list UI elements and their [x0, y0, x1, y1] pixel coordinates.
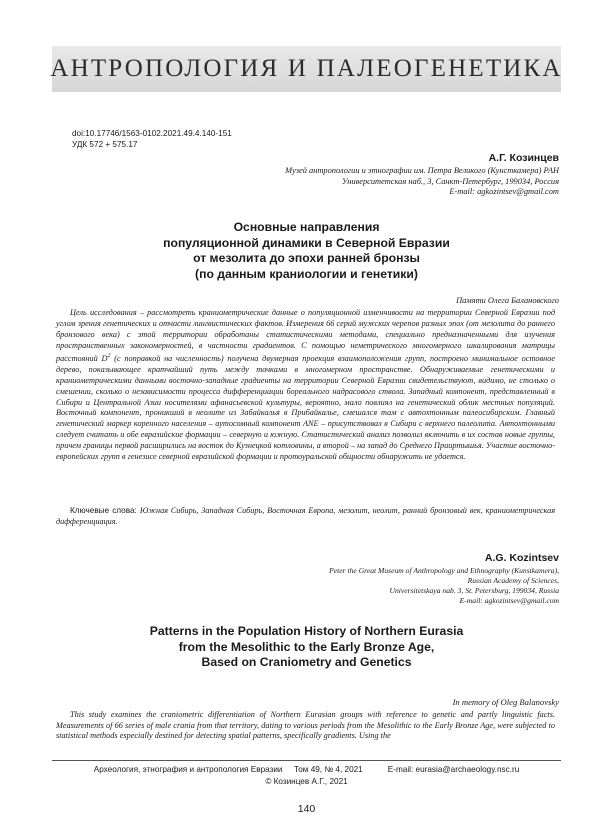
title-line: Based on Craniometry and Genetics [201, 655, 412, 669]
superscript: 2 [107, 353, 111, 360]
title-line: Основные направления [233, 220, 380, 234]
article-title-en [52, 624, 561, 671]
copyright: © Козинцев А.Г., 2021 [265, 777, 348, 786]
abstract-text: Цель исследования – рассмотреть краниометрические данные о популяционной изменчивости на территории Северной Евразии под углом зрения генетических и отчасти лингвистических фактов. Измерения 66 серий мужских черепов разных эпох (от мезолита до раннего бронзового века) с этой территории обработаны статистическими методами, специально предназначенными для изучения пространственных закономерностей, в частности градиентов. С помощью неметрического многомерного шкалирования матрицы расстояний D [56, 308, 555, 364]
article-title-ru [52, 220, 561, 282]
affiliation-line: Peter the Great Museum of Anthropology and Ethnography (Kunstkamera), [329, 566, 559, 575]
abstract-ru [56, 308, 555, 463]
abstract-en: This study examines the craniometric differentiation of Northern Eurasian groups with reference to genetic and partly linguistic facts. Measurements of 66 series of male crania from that territory, dating to various periods from the Mesolithic to the Early Bronze Age, were subjected to statistical methods especially destined for detecting spatial patterns, specifically gradients. Using the [56, 710, 555, 741]
author-name-en: A.G. Kozintsev [484, 552, 559, 564]
dedication-ru: Памяти Олега Балановского [456, 296, 559, 305]
keywords-ru [56, 506, 555, 528]
footer-divider [52, 760, 561, 761]
affiliation-ru [219, 166, 559, 198]
footer-journal-info [52, 765, 561, 774]
dedication-en: In memory of Oleg Balanovsky [452, 697, 559, 707]
page-number: 140 [297, 803, 316, 815]
title-line: от мезолита до эпохи ранней бронзы [193, 251, 420, 265]
affiliation-line: Universitetskaya nab. 3, St. Petersburg, 199034, Russia [389, 586, 559, 596]
abstract-text: (с поправкой на численность) получена двумерная проекция взаимоположения групп, построено минимальное остовное дерево, показывающее кратчайший путь между точками в многомерном пространстве. Обнаруживаемые генетическими и краниометрическими данными восточно-западные градиенты на территории Северной Евразии свидетельствуют, видимо, не столько о смешении, сколько о независимости процесса дифференциации бореального надрасового ствола. Западный компонент, представленный в Сибири и Центральной Азии носителями афанасьевской культуры, вероятно, мало повлиял на генетический облик местных популяций. Восточный компонент, проникший в неолите из Забайкалья в Прибайкалье, смешался там с автохтонным палеосибирским. Главный генетический маркер коренного населения – аутосомный компонент ANE – присутствовал в Сибири с верхнего палеолита. Автохтонными следует считать и обе евразийские формации – северную и южную. Статистический анализ позволил включить в их состав новые группы, причем границы первой расширились на восток до Кузнецкой котловины, а второй – на запад до Среднего Прииртышья. Участие восточно-европейских групп в генезисе северной евразийской формации и протоуральской общности обнаружить не удается. [56, 354, 556, 461]
title-line: Patterns in the Population History of Northern Eurasia [149, 624, 464, 638]
article-meta [72, 129, 232, 150]
udk-code: УДК 572 + 575.17 [72, 139, 138, 149]
author-name-ru: А.Г. Козинцев [488, 152, 559, 164]
keywords-list: Южная Сибирь, Западная Сибирь, Восточная Европа, мезолит, неолит, ранний бронзовый век, краниометрическая дифференциация. [56, 506, 556, 526]
doi-link[interactable]: doi:10.17746/1563-0102.2021.49.4.140-151 [72, 129, 232, 138]
journal-email[interactable]: E-mail: eurasia@archaeology.nsc.ru [387, 765, 520, 774]
title-line: (по данным краниологии и генетики) [195, 266, 418, 281]
section-title: АНТРОПОЛОГИЯ И ПАЛЕОГЕНЕТИКА [50, 55, 563, 82]
affiliation-line: Russian Academy of Sciences, [467, 576, 559, 586]
affiliation-en [219, 566, 559, 606]
email-link[interactable]: E-mail: agkozintsev@gmail.com [459, 596, 559, 606]
journal-volume: Том 49, № 4, 2021 [293, 765, 363, 774]
keywords-label: Ключевые слова: [70, 506, 137, 515]
title-line: популяционной динамики в Северной Евразии [163, 235, 450, 250]
affiliation-line: Музей антропологии и этнографии им. Петра Великого (Кунсткамера) РАН [285, 166, 559, 175]
email-link[interactable]: E-mail: agkozintsev@gmail.com [449, 187, 559, 197]
journal-name: Археология, этнография и антропология Евразии [93, 765, 283, 774]
title-line: from the Mesolithic to the Early Bronze Age, [178, 639, 435, 654]
section-banner [52, 46, 561, 92]
affiliation-line: Университетская наб., 3, Санкт-Петербург, 199034, Россия [341, 176, 559, 186]
